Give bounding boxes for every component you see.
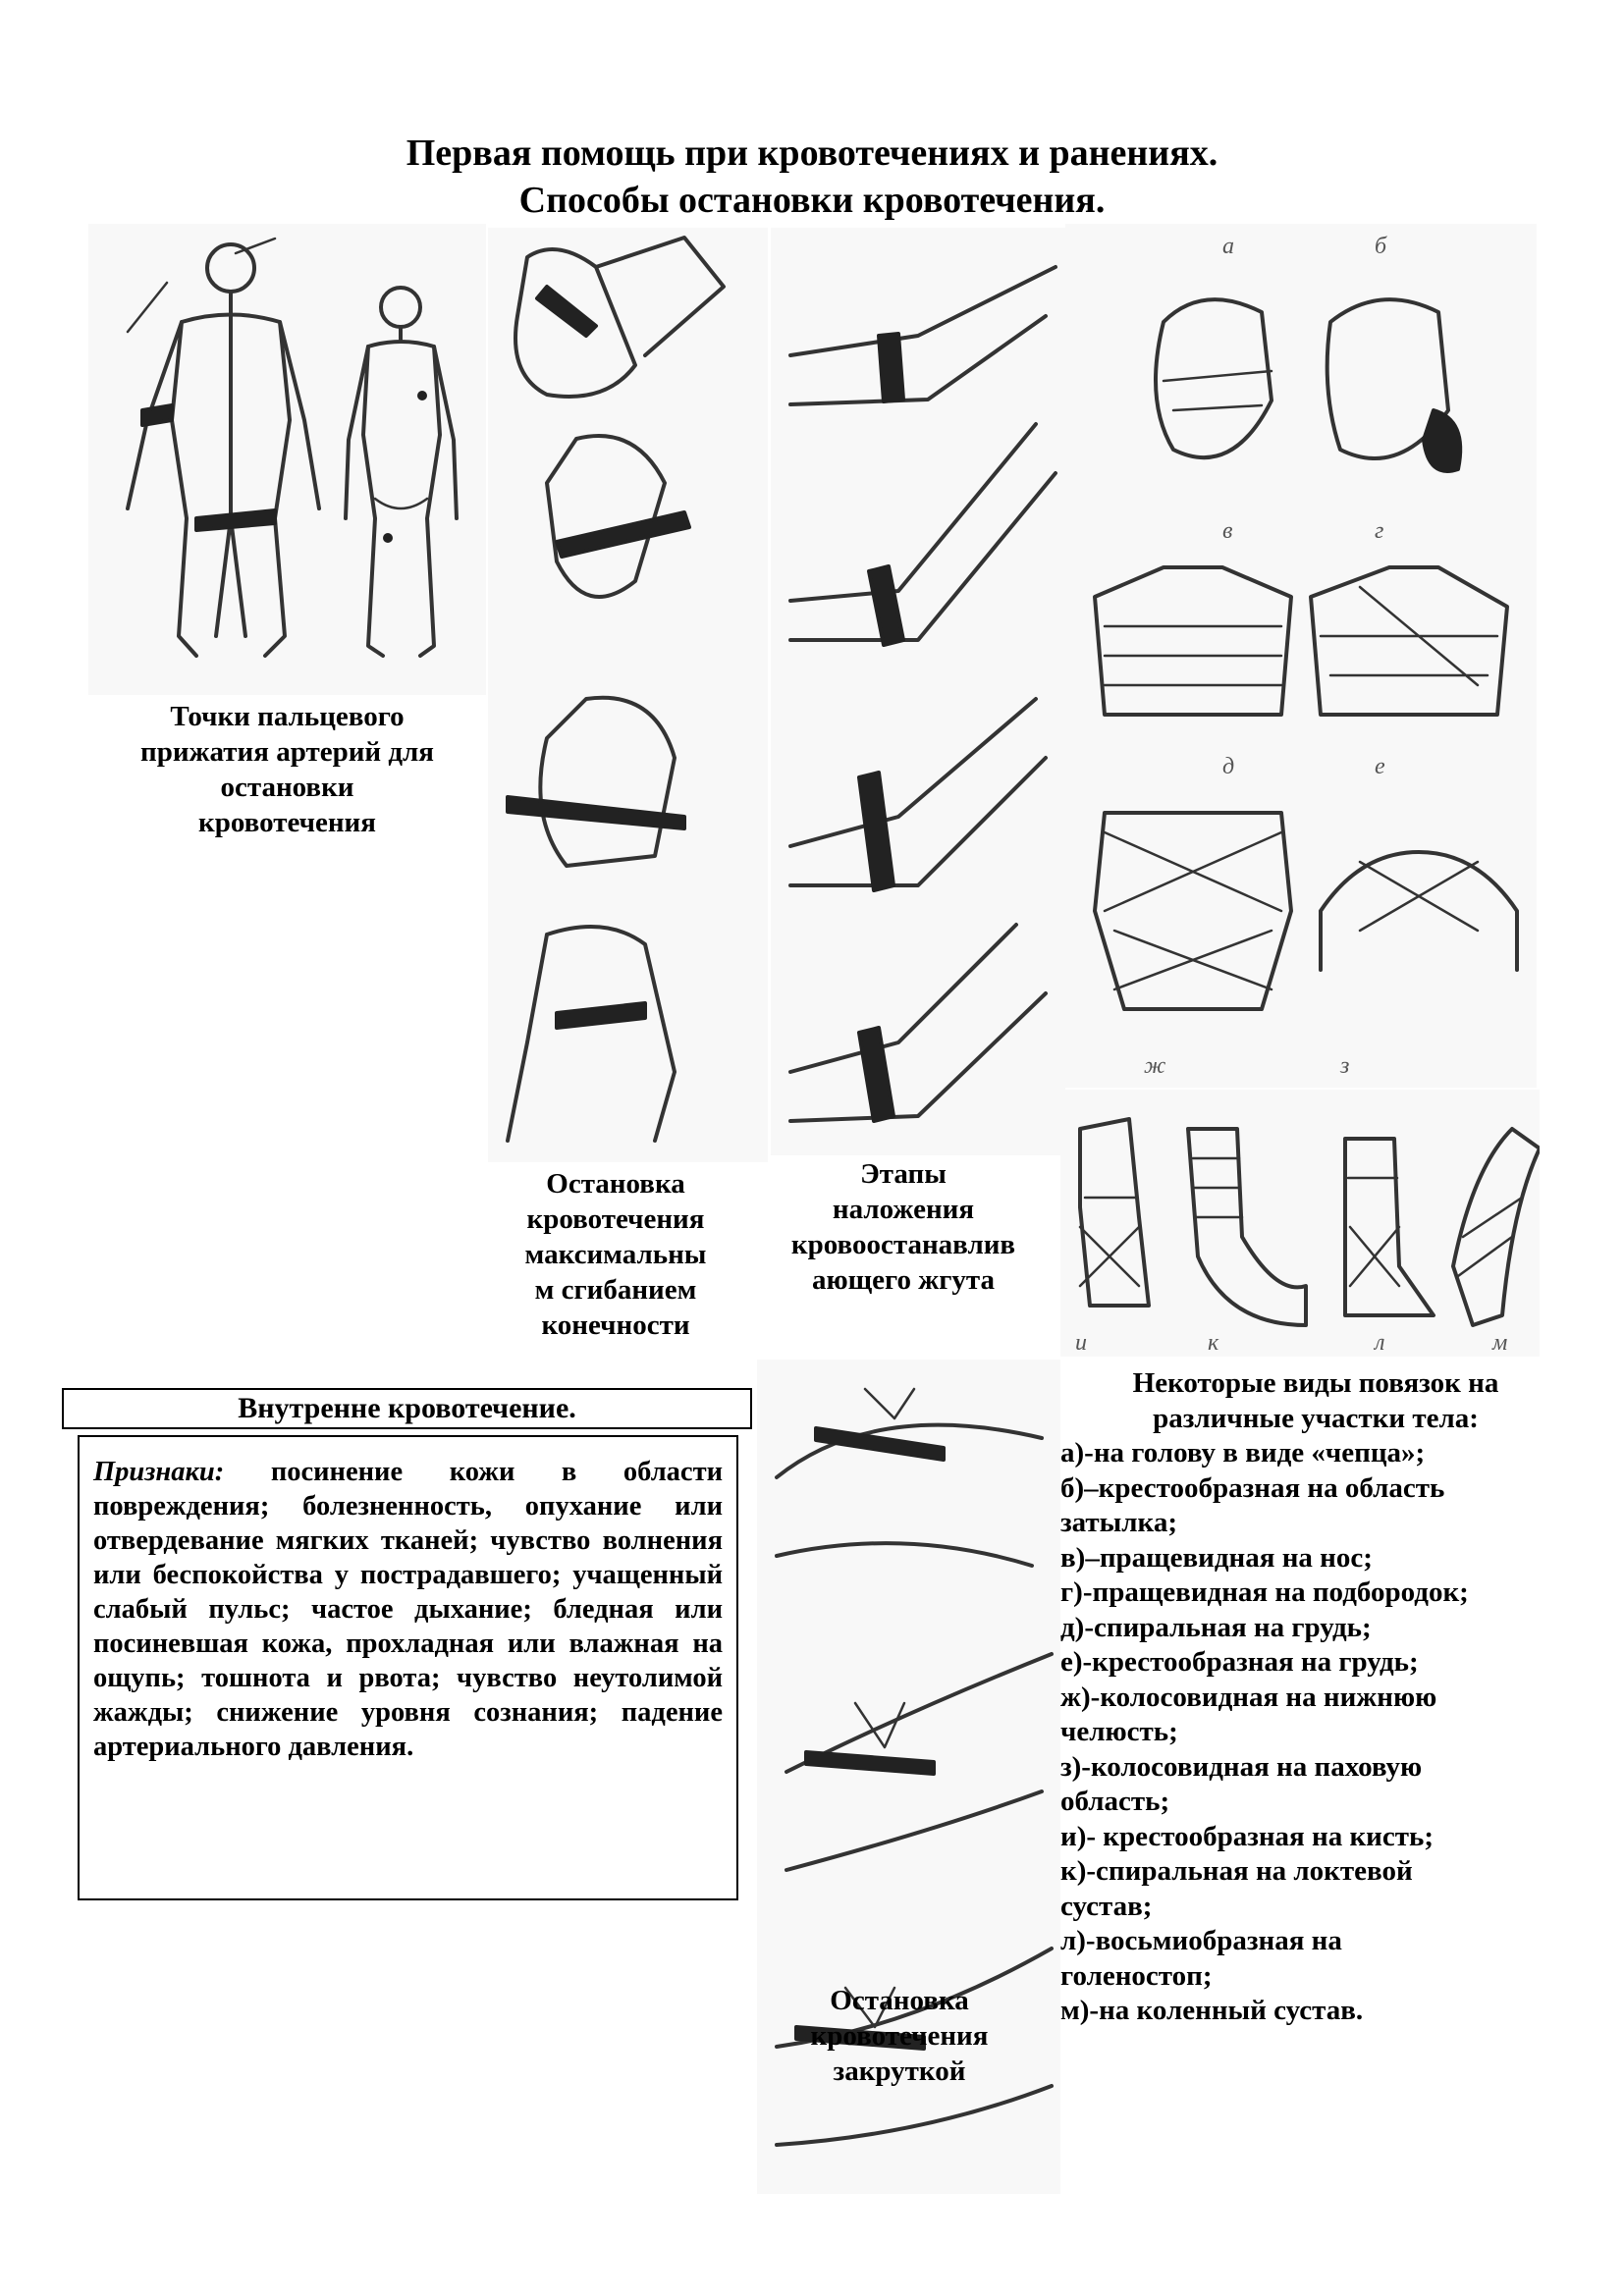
legend-item: з)-колосовидная на паховую bbox=[1060, 1750, 1423, 1783]
legend-item: и)- крестообразная на кисть; bbox=[1060, 1820, 1434, 1852]
caption-line: Точки пальцевого bbox=[170, 701, 405, 732]
legend-heading-line: различные участки тела: bbox=[1153, 1402, 1479, 1434]
caption-line: наложения bbox=[832, 1194, 975, 1225]
legend-item: в)–пращевидная на нос; bbox=[1060, 1541, 1373, 1574]
title-line-1: Первая помощь при кровотечениях и ранениях. bbox=[406, 133, 1218, 174]
letter-m: м bbox=[1492, 1330, 1508, 1356]
bandage-legend bbox=[1060, 1366, 1571, 2029]
legend-item: к)-спиральная на локтевой bbox=[1060, 1855, 1413, 1887]
letter-i: и bbox=[1075, 1330, 1087, 1356]
pressure-points-caption bbox=[88, 699, 486, 840]
caption-line: остановки bbox=[220, 772, 354, 803]
tourniquet-stages-caption bbox=[756, 1156, 1051, 1298]
caption-line: Этапы bbox=[860, 1158, 947, 1190]
legend-items bbox=[1060, 1436, 1571, 2029]
letter-z: з bbox=[1340, 1053, 1350, 1079]
legend-item: л)-восьмиобразная на bbox=[1060, 1925, 1342, 1956]
caption-line: прижатия артерий для bbox=[139, 736, 434, 768]
legend-item: д)-спиральная на грудь; bbox=[1060, 1611, 1372, 1643]
limb-bandages-figure bbox=[1060, 1090, 1540, 1357]
legend-item: е)-крестообразная на грудь; bbox=[1060, 1646, 1419, 1678]
legend-item: б)–крестообразная на область bbox=[1060, 1471, 1445, 1504]
legend-item: область; bbox=[1060, 1786, 1170, 1817]
legend-item: м)-на коленный сустав. bbox=[1060, 1995, 1364, 2026]
legend-item: челюсть; bbox=[1060, 1716, 1178, 1747]
caption-line: кровотечения bbox=[810, 2020, 989, 2052]
caption-line: кровотечения bbox=[526, 1203, 705, 1235]
letter-d: д bbox=[1222, 754, 1235, 779]
caption-line: м сгибанием bbox=[534, 1274, 697, 1306]
bandage-types-figure bbox=[1065, 224, 1537, 1088]
caption-line: закруткой bbox=[833, 2056, 966, 2087]
internal-bleeding-signs bbox=[78, 1435, 738, 1900]
legend-heading-line: Некоторые виды повязок на bbox=[1132, 1367, 1499, 1399]
internal-bleeding-header: Внутренне кровотечение. bbox=[62, 1388, 752, 1429]
caption-line: конечности bbox=[541, 1309, 690, 1341]
signs-label: Признаки: bbox=[93, 1457, 225, 1487]
letter-l: л bbox=[1375, 1330, 1385, 1356]
letter-g: г bbox=[1375, 518, 1384, 544]
legend-item: ж)-колосовидная на нижнюю bbox=[1060, 1681, 1437, 1713]
letter-e: е bbox=[1375, 754, 1385, 779]
limb-flexion-figure bbox=[488, 228, 768, 1162]
pressure-points-figure bbox=[88, 224, 486, 695]
limb-flexion-caption bbox=[488, 1166, 743, 1343]
caption-line: Остановка bbox=[546, 1168, 685, 1200]
legend-item: голеностоп; bbox=[1060, 1959, 1213, 1992]
caption-line: максимальны bbox=[524, 1239, 707, 1270]
caption-line: ающего жгута bbox=[811, 1264, 995, 1296]
title-line-2: Способы остановки кровотечения. bbox=[518, 180, 1106, 221]
legend-item: г)-пращевидная на подбородок; bbox=[1060, 1576, 1469, 1608]
legend-item: а)-на голову в виде «чепца»; bbox=[1060, 1437, 1426, 1468]
caption-line: Остановка bbox=[830, 1985, 969, 2016]
letter-k: к bbox=[1208, 1330, 1219, 1356]
signs-text: посинение кожи в области повреждения; болезненность, опухание или отвердевание мягких тканей; чувство волнения или беспокойства у пострадавшего; учащенный слабый пульс; частое дыхание; бледная или посиневшая кожа, прохладная или влажная на ощупь; тошнота и рвота; чувство неутолимой жажды; снижение уровня сознания; падение артериального давления. bbox=[93, 1457, 723, 1762]
caption-line: кровоостанавлив bbox=[790, 1229, 1016, 1260]
letter-zh: ж bbox=[1144, 1053, 1166, 1079]
legend-item: затылка; bbox=[1060, 1507, 1177, 1538]
tourniquet-stages-figure bbox=[771, 228, 1065, 1155]
page-title bbox=[0, 130, 1624, 224]
caption-line: кровотечения bbox=[198, 807, 376, 838]
letter-a: а bbox=[1222, 234, 1234, 259]
twist-method-caption bbox=[757, 1983, 1042, 2089]
letter-b: б bbox=[1375, 234, 1387, 259]
legend-heading bbox=[1060, 1366, 1571, 1436]
letter-v: в bbox=[1222, 518, 1233, 544]
legend-item: сустав; bbox=[1060, 1890, 1153, 1922]
